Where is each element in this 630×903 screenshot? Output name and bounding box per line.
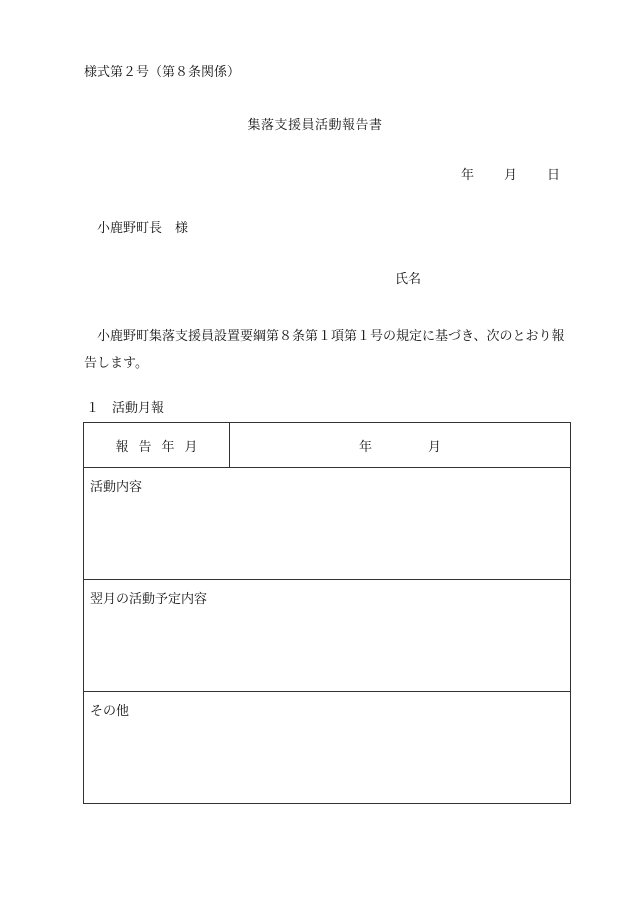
- activity-report-table: [83, 422, 571, 804]
- report-period-row: [84, 423, 571, 468]
- report-period-value[interactable]: [230, 423, 571, 468]
- next-month-plan-row: [84, 580, 571, 692]
- body-text: 小鹿野町集落支援員設置要綱第８条第１項第１号の規定に基づき、次のとおり報告します。: [84, 329, 565, 371]
- date-month: 月: [504, 168, 518, 183]
- report-year-label: 年: [358, 439, 372, 455]
- next-month-plan-field[interactable]: [84, 580, 571, 692]
- date-day: 日: [547, 168, 561, 183]
- report-period-label: 報告年月: [84, 423, 230, 468]
- date-year: 年: [461, 168, 475, 183]
- other-row: [84, 692, 571, 804]
- report-month-label: 月: [428, 439, 442, 455]
- next-month-plan-label: 翌月の活動予定内容: [90, 592, 208, 607]
- activity-content-label: 活動内容: [90, 480, 143, 495]
- date-line: [461, 169, 560, 182]
- other-field[interactable]: [84, 692, 571, 804]
- section-heading: １ 活動月報: [86, 401, 165, 416]
- signer-name-label: 氏名: [395, 272, 422, 287]
- other-label: その他: [90, 704, 130, 719]
- addressee: 小鹿野町長 様: [97, 221, 189, 236]
- document-title: 集落支援員活動報告書: [247, 118, 383, 133]
- activity-content-row: [84, 468, 571, 580]
- form-number: 様式第２号（第８条関係）: [84, 65, 241, 80]
- activity-content-field[interactable]: [84, 468, 571, 580]
